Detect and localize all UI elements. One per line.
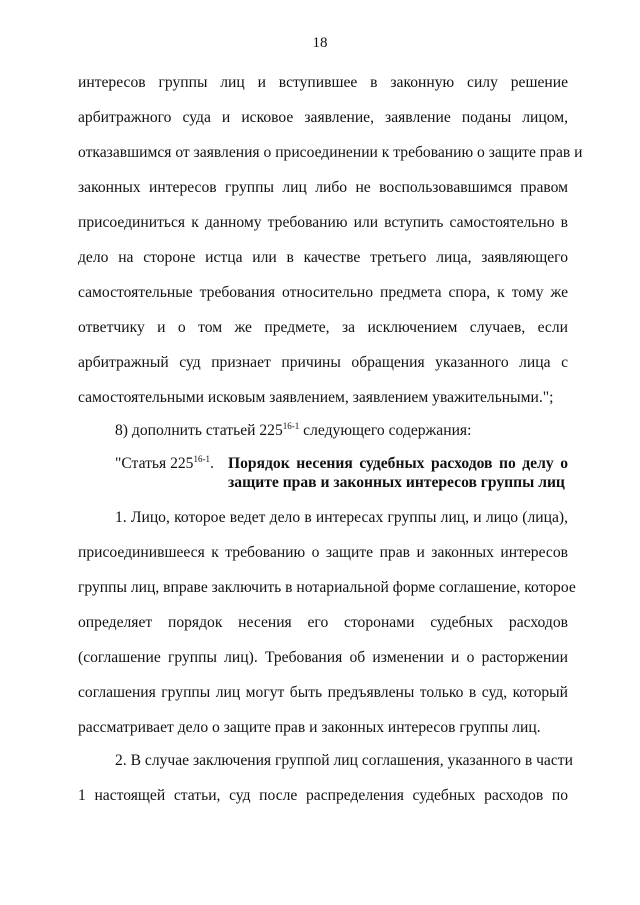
text-line: группы лиц, вправе заключить в нотариальной форме соглашение, которое	[78, 579, 576, 596]
text-line: 1. Лицо, которое ведет дело в интересах группы лиц, и лицо (лица),	[115, 509, 568, 526]
article-label-text: .	[209, 455, 214, 472]
text-line: самостоятельными исковым заявлением, заявлением уважительными.";	[78, 389, 554, 406]
article-title-line: защите прав и законных интересов группы лиц	[228, 474, 565, 491]
text-line: самостоятельные требования относительно предмета спора, к тому же	[78, 284, 568, 301]
page-number: 18	[312, 35, 328, 51]
text-line: (соглашение группы лиц). Требования об изменении и о расторжении	[78, 649, 568, 666]
text-line: соглашения группы лиц могут быть предъявлены только в суд, который	[78, 684, 568, 701]
article-label-text: "Статья 225	[115, 455, 194, 472]
item-text: следующего содержания:	[299, 422, 472, 439]
text-line: присоединиться к данному требованию или вступить самостоятельно в	[78, 214, 568, 231]
text-line: арбитражного суда и исковое заявление, заявление поданы лицом,	[78, 109, 568, 126]
text-line: дело на стороне истца или в качестве третьего лица, заявляющего	[78, 249, 568, 266]
text-line: 2. В случае заключения группой лиц соглашения, указанного в части	[115, 752, 573, 769]
text-line: 1 настоящей статьи, суд после распределения судебных расходов по	[78, 787, 568, 804]
item-superscript: 16-1	[282, 421, 300, 431]
article-label	[115, 455, 214, 473]
text-line: рассматривает дело о защите прав и законных интересов группы лиц.	[78, 719, 541, 736]
article-label-superscript: 16-1	[193, 454, 210, 464]
text-line: ответчику и о том же предмете, за исключением случаев, если	[78, 319, 568, 336]
article-title-line: Порядок несения судебных расходов по делу о	[228, 455, 568, 472]
text-line	[78, 421, 568, 441]
text-line: арбитражный суд признает причины обращения указанного лица с	[78, 354, 568, 371]
text-line: законных интересов группы лиц либо не воспользовавшимся правом	[78, 179, 568, 196]
text-line: интересов группы лиц и вступившее в законную силу решение	[78, 74, 568, 91]
text-line: присоединившееся к требованию о защите прав и законных интересов	[78, 544, 568, 561]
text-line: определяет порядок несения его сторонами судебных расходов	[78, 614, 568, 631]
text-line: отказавшимся от заявления о присоединении к требованию о защите прав и	[78, 144, 583, 161]
item-text: 8) дополнить статьей 225	[115, 422, 283, 439]
